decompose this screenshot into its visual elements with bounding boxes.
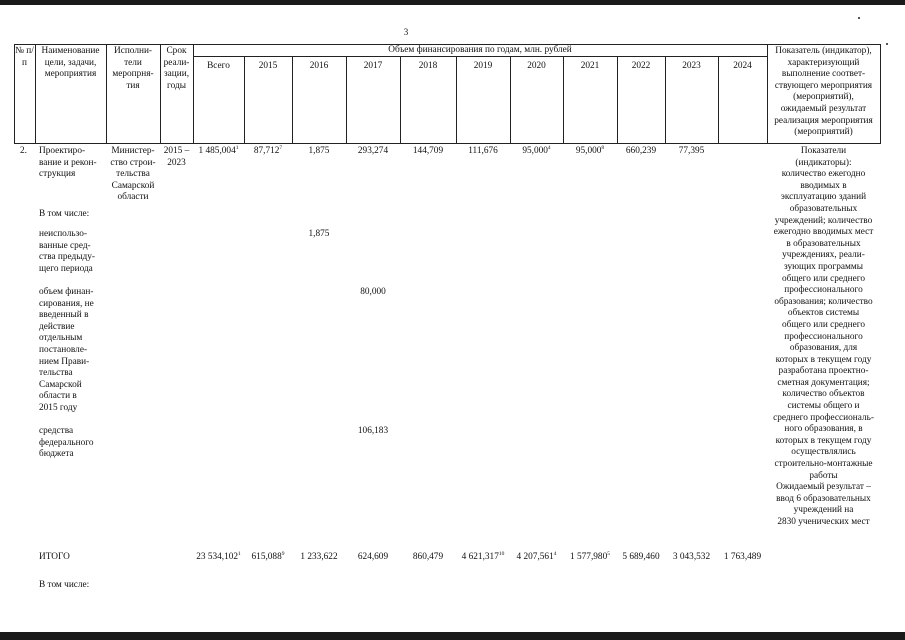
including-label: В том числе: [39, 209, 90, 219]
sub-item-name: неиспользо- ванные сред- ства предыду- щего периода [39, 229, 95, 274]
page-number: 3 [403, 27, 409, 37]
itogo-2023: 3 043,532 [672, 552, 711, 562]
sub2-2017: 80,000 [360, 287, 386, 297]
itogo-2018: 860,479 [412, 552, 444, 562]
scan-speck [886, 43, 888, 45]
cell-2022: 660,239 [625, 146, 657, 156]
sub-item-name: объем финан- сирования, не введенный в действие отдельным постановле- нием Прави- тельства Самарской области в 2015 году [39, 287, 94, 413]
col-rule [193, 44, 194, 144]
header-year: 2024 [733, 61, 752, 71]
cell-2016: 1,875 [308, 146, 330, 156]
row-indicator: Показатели (индикаторы): количество ежегодно вводимых в эксплуатацию зданий образовательных учреждений; количество ежегодно вводимых мест в образовательных учреждениях, реали- зующих программы общего или среднего профессионального образования; количество объектов системы общего или среднего профессионального образования, для которых в текущем году разработана проектно- сметная документация; количество объектов системы общего и среднего профессиональ- ного образования, в которых в текущем году осуществлялись строительно-монтажные работы Ожидаемый результат – ввод 6 образовательных учреждений на 2830 ученических мест [773, 146, 874, 527]
itogo-total: 23 534,102$^1$ [196, 550, 241, 562]
header-executors: Исполни- тели меропрня- тия [112, 46, 154, 91]
col-rule [880, 44, 881, 144]
itogo-2021: 1 577,980$^5$ [570, 550, 610, 562]
itogo-2015: 615,088$^9$ [251, 550, 285, 562]
bottom-border-bar [0, 632, 905, 640]
sub-item-name: средства федерального бюджета [39, 426, 94, 460]
header-year: 2015 [258, 61, 278, 71]
header-term: Срок реали- зации, годы [163, 46, 190, 91]
itogo-2017: 624,609 [357, 552, 389, 562]
table-header-bottom-rule [14, 143, 880, 144]
cell-2019: 111,676 [468, 146, 498, 156]
cell-2023: 77,395 [678, 146, 705, 156]
itogo-2016: 1 233,622 [300, 552, 338, 562]
header-indicator: Показатель (индикатор), характеризующий выполнение соответ- ствующего мероприятия (мероприятий), ожидаемый результат реализация мероприятия (мероприятий) [774, 46, 873, 138]
row-num: 2. [20, 146, 27, 156]
header-year: 2020 [527, 61, 546, 71]
cell-total: 1 485,004$^1$ [198, 144, 239, 156]
header-year: 2023 [682, 61, 701, 71]
scan-speck [858, 17, 860, 19]
itogo-label: ИТОГО [39, 552, 70, 562]
itogo-including-label: В том числе: [39, 580, 90, 590]
cell-2015: 87,712$^7$ [253, 144, 283, 156]
sub3-2017: 106,183 [357, 426, 389, 436]
cell-2018: 144,709 [412, 146, 444, 156]
itogo-2024: 1 763,489 [723, 552, 762, 562]
header-year: 2017 [363, 61, 383, 71]
header-year: 2018 [418, 61, 438, 71]
header-name: Наименование цели, задачи, мероприятия [41, 46, 100, 80]
itogo-2019: 4 621,317$^{10}$ [461, 550, 505, 562]
header-year: 2022 [631, 61, 651, 71]
sub1-2016: 1,875 [308, 229, 330, 239]
row-term: 2015 – 2023 [163, 146, 190, 168]
top-border-bar [0, 0, 905, 5]
cell-2021: 95,000$^8$ [575, 144, 605, 156]
row-executor: Министер- ство строи- тельства Самарской области [110, 146, 156, 203]
header-total: Всего [207, 61, 230, 71]
header-financing-title: Объем финансирования по годам, млн. рублей [388, 45, 572, 55]
header-num: № п/п [15, 46, 34, 68]
header-year: 2021 [580, 61, 600, 71]
cell-2017: 293,274 [357, 146, 389, 156]
itogo-2020: 4 207,561$^4$ [516, 550, 557, 562]
header-year: 2019 [473, 61, 493, 71]
header-year: 2016 [309, 61, 329, 71]
itogo-2022: 5 689,460 [622, 552, 660, 562]
row-name: Проектиро- вание и рекон- струкция [39, 146, 97, 180]
cell-2020: 95,000$^4$ [522, 144, 551, 156]
